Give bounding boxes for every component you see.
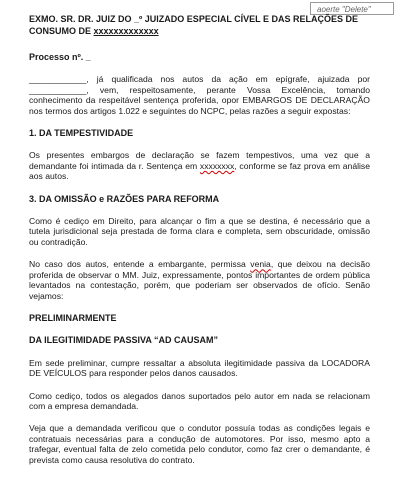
delete-tag: aoerte "Delete" <box>310 2 394 15</box>
ilegitimidade-heading: DA ILEGITIMIDADE PASSIVA “AD CAUSAM” <box>29 335 219 346</box>
omissao-p2-text-c: , que deixou na decisão proferida de observar o MM. Juiz, expressamente, pontos importantes de ordem pública levantados na contestação, porém, que poderiam ser observados de ofício. Senão vejamos: <box>29 259 370 301</box>
ilegitimidade-paragraph-1: Em sede preliminar, cumpre ressaltar a absoluta ilegitimidade passiva da LOCADORA DE VEÍCULOS para responder pelos danos causados. <box>29 357 370 379</box>
process-number: Processo nº. _ <box>29 52 91 62</box>
court-header <box>29 14 370 37</box>
intro-paragraph: ____________, já qualificada nos autos da ação em epígrafe, ajuizada por ____________, vem, respeitosamente, perante Vossa Excelência, tomando conhecimento da respeitável sentença proferida, opor EMBARGOS DE DECLARAÇÃO nos termos dos artigos 1.022 e seguintes do NCPC, pelas razões a seguir expostas: <box>29 74 370 116</box>
tempestividade-text-a: Os presentes embargos de declaração se fazem tempestivos, uma vez que a demandante foi intimada da r. Sentença em <box>29 150 370 171</box>
tempestividade-text-c: , conforme se faz prova em análise aos autos. <box>29 160 370 182</box>
tempestividade-paragraph <box>29 150 370 181</box>
omissao-p2-text-a: No caso dos autos, entende a embargante, permissa <box>29 259 251 270</box>
omissao-paragraph-2 <box>29 259 370 301</box>
document-page <box>29 14 370 465</box>
section-omissao-heading: 3. DA OMISSÃO e RAZÕES PARA REFORMA <box>29 193 220 204</box>
omissao-p2-venia: venia <box>250 259 271 270</box>
tempestividade-date: xxxxxxxx <box>199 160 235 171</box>
preliminarmente-heading: PRELIMINARMENTE <box>29 312 117 323</box>
ilegitimidade-paragraph-3: Veja que a demandada verificou que o condutor possuía todas as condições legais e contratuais necessárias para a condução de automotores. Por isso, mesmo apto a trafegar, eventual falta de zelo cometida pelo condutor, como faz crer o demandante, é prevista como causa resolutiva do contrato. <box>29 423 370 465</box>
court-header-text: EXMO. SR. DR. JUIZ DO _º JUIZADO ESPECIAL CÍVEL E DAS RELAÇÕES DE CONSUMO DE <box>29 14 359 36</box>
omissao-paragraph-1: Como é cediço em Direito, para alcançar o fim a que se destina, é necessário que a tutela jurisdicional seja prestada de forma clara e completa, sem obscuridade, omissão ou contradição. <box>29 216 370 247</box>
section-tempestividade-heading: 1. DA TEMPESTIVIDADE <box>29 128 134 139</box>
ilegitimidade-paragraph-2: Como cediço, todos os alegados danos suportados pelo autor em nada se relacionam com a empresa demandada. <box>29 390 370 411</box>
court-location: xxxxxxxxxxxxx <box>93 25 159 36</box>
